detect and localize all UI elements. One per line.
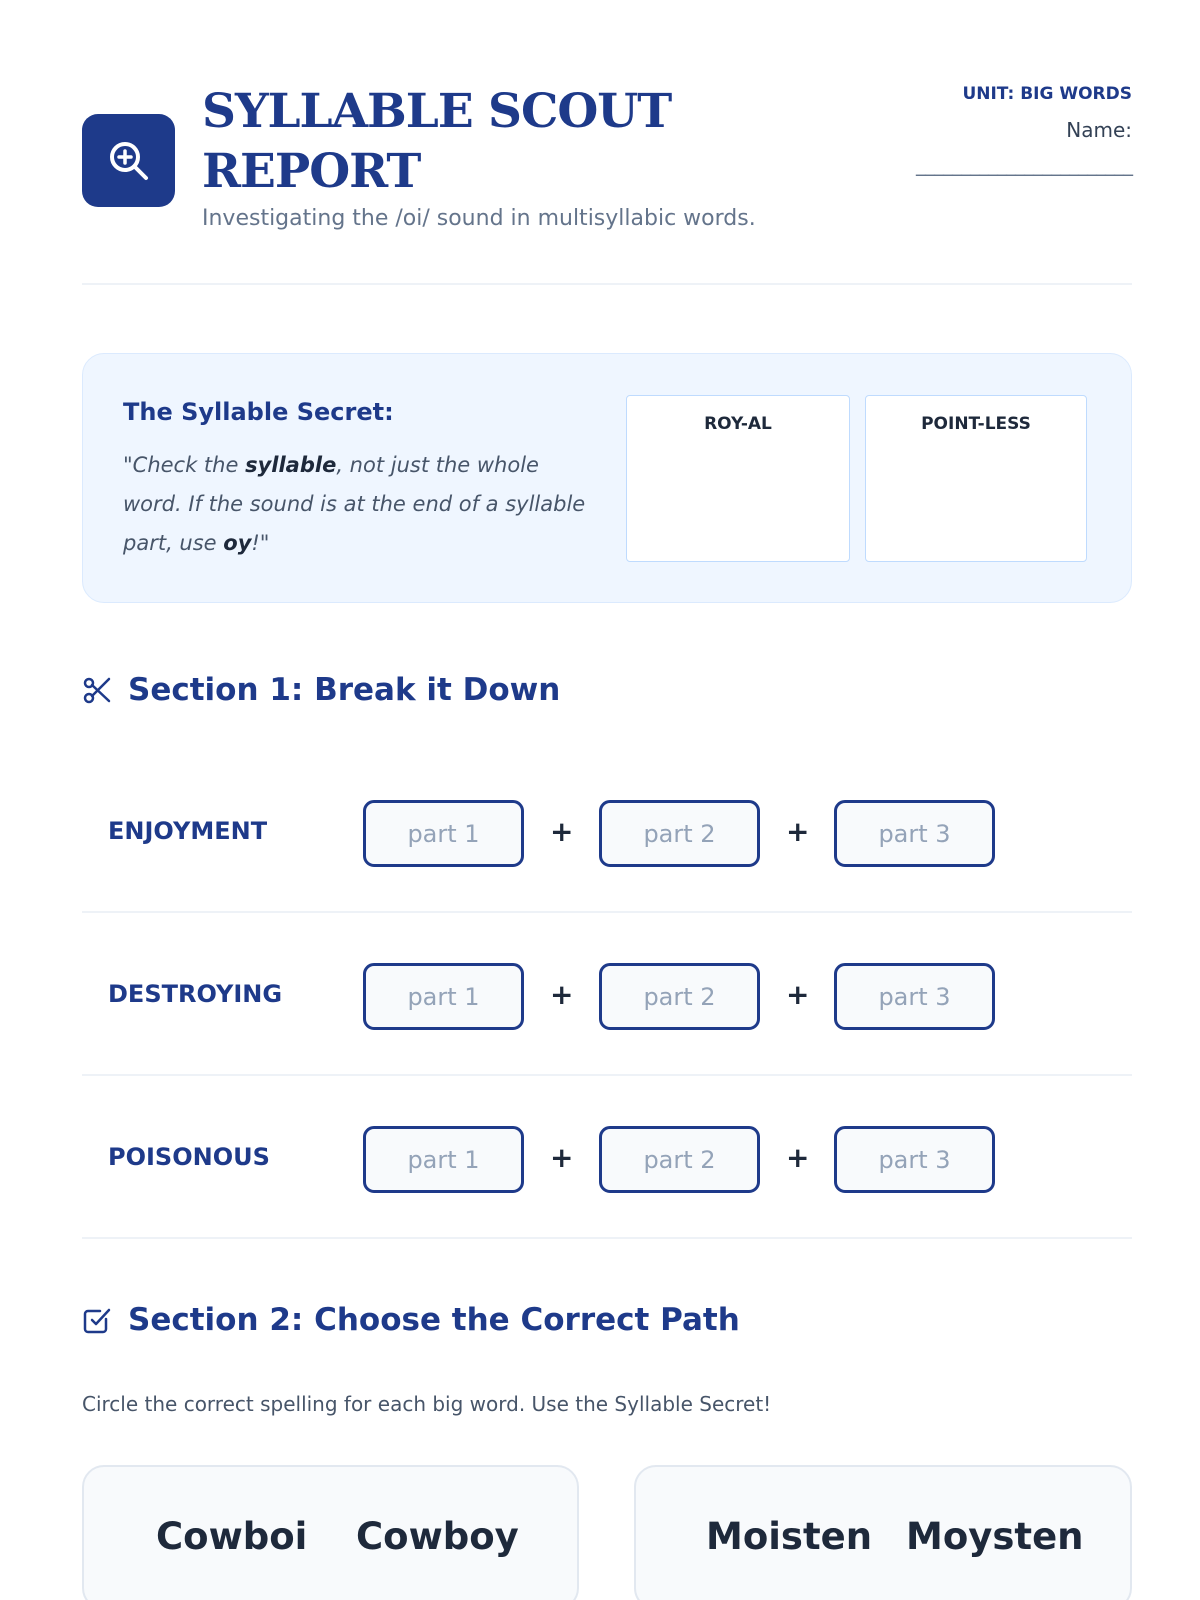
spelling-choice-card [634,1465,1132,1600]
syllable-input[interactable]: part 3 [834,963,995,1030]
example-card: POINT-LESS [865,395,1087,562]
secret-title: The Syllable Secret: [123,398,394,426]
plus-sign: + [786,1141,810,1174]
syllable-input[interactable]: part 1 [363,800,524,867]
page-title: SYLLABLE SCOUT REPORT [202,84,672,199]
target-word: ENJOYMENT [108,817,268,845]
syllable-input[interactable]: part 2 [599,800,760,867]
plus-sign: + [550,1141,574,1174]
syllable-input[interactable]: part 2 [599,1126,760,1193]
plus-sign: + [550,815,574,848]
plus-sign: + [786,815,810,848]
spelling-option[interactable]: Moysten [906,1515,1084,1558]
section-1-title: Section 1: Break it Down [128,672,561,708]
name-label: Name: [1066,118,1132,142]
section-2-title: Section 2: Choose the Correct Path [128,1302,740,1338]
worksheet-meta [916,82,1132,176]
spelling-choice-card [82,1465,579,1600]
scissors-icon [82,674,114,706]
syllable-input[interactable]: part 1 [363,963,524,1030]
page-header [82,82,1132,242]
checkbox-icon [82,1304,114,1336]
target-word: DESTROYING [108,980,283,1008]
word-row [82,914,1132,1076]
word-row [82,1077,1132,1239]
page-subtitle: Investigating the /oi/ sound in multisyllabic words. [202,206,756,231]
plus-sign: + [786,978,810,1011]
example-card: ROY-AL [626,395,850,562]
section-1-heading [82,672,560,708]
syllable-input[interactable]: part 3 [834,800,995,867]
secret-quote: "Check the syllable, not just the whole word. If the sound is at the end of a syllable part, use oy!" [123,453,586,555]
zoom-in-icon [82,114,175,207]
target-word: POISONOUS [108,1143,270,1171]
plus-sign: + [550,978,574,1011]
spelling-option[interactable]: Cowboi [156,1515,308,1558]
word-row [82,751,1132,913]
name-field[interactable]: ________________________ [916,152,1132,176]
syllable-input[interactable]: part 2 [599,963,760,1030]
unit-label: UNIT: BIG WORDS [962,84,1132,104]
syllable-input[interactable]: part 1 [363,1126,524,1193]
syllable-secret-panel [82,353,1132,603]
section-2-heading [82,1302,740,1338]
header-divider [82,283,1132,285]
syllable-input[interactable]: part 3 [834,1126,995,1193]
spelling-option[interactable]: Cowboy [356,1515,519,1558]
section-2-instructions: Circle the correct spelling for each big word. Use the Syllable Secret! [82,1392,772,1416]
spelling-option[interactable]: Moisten [706,1515,873,1558]
